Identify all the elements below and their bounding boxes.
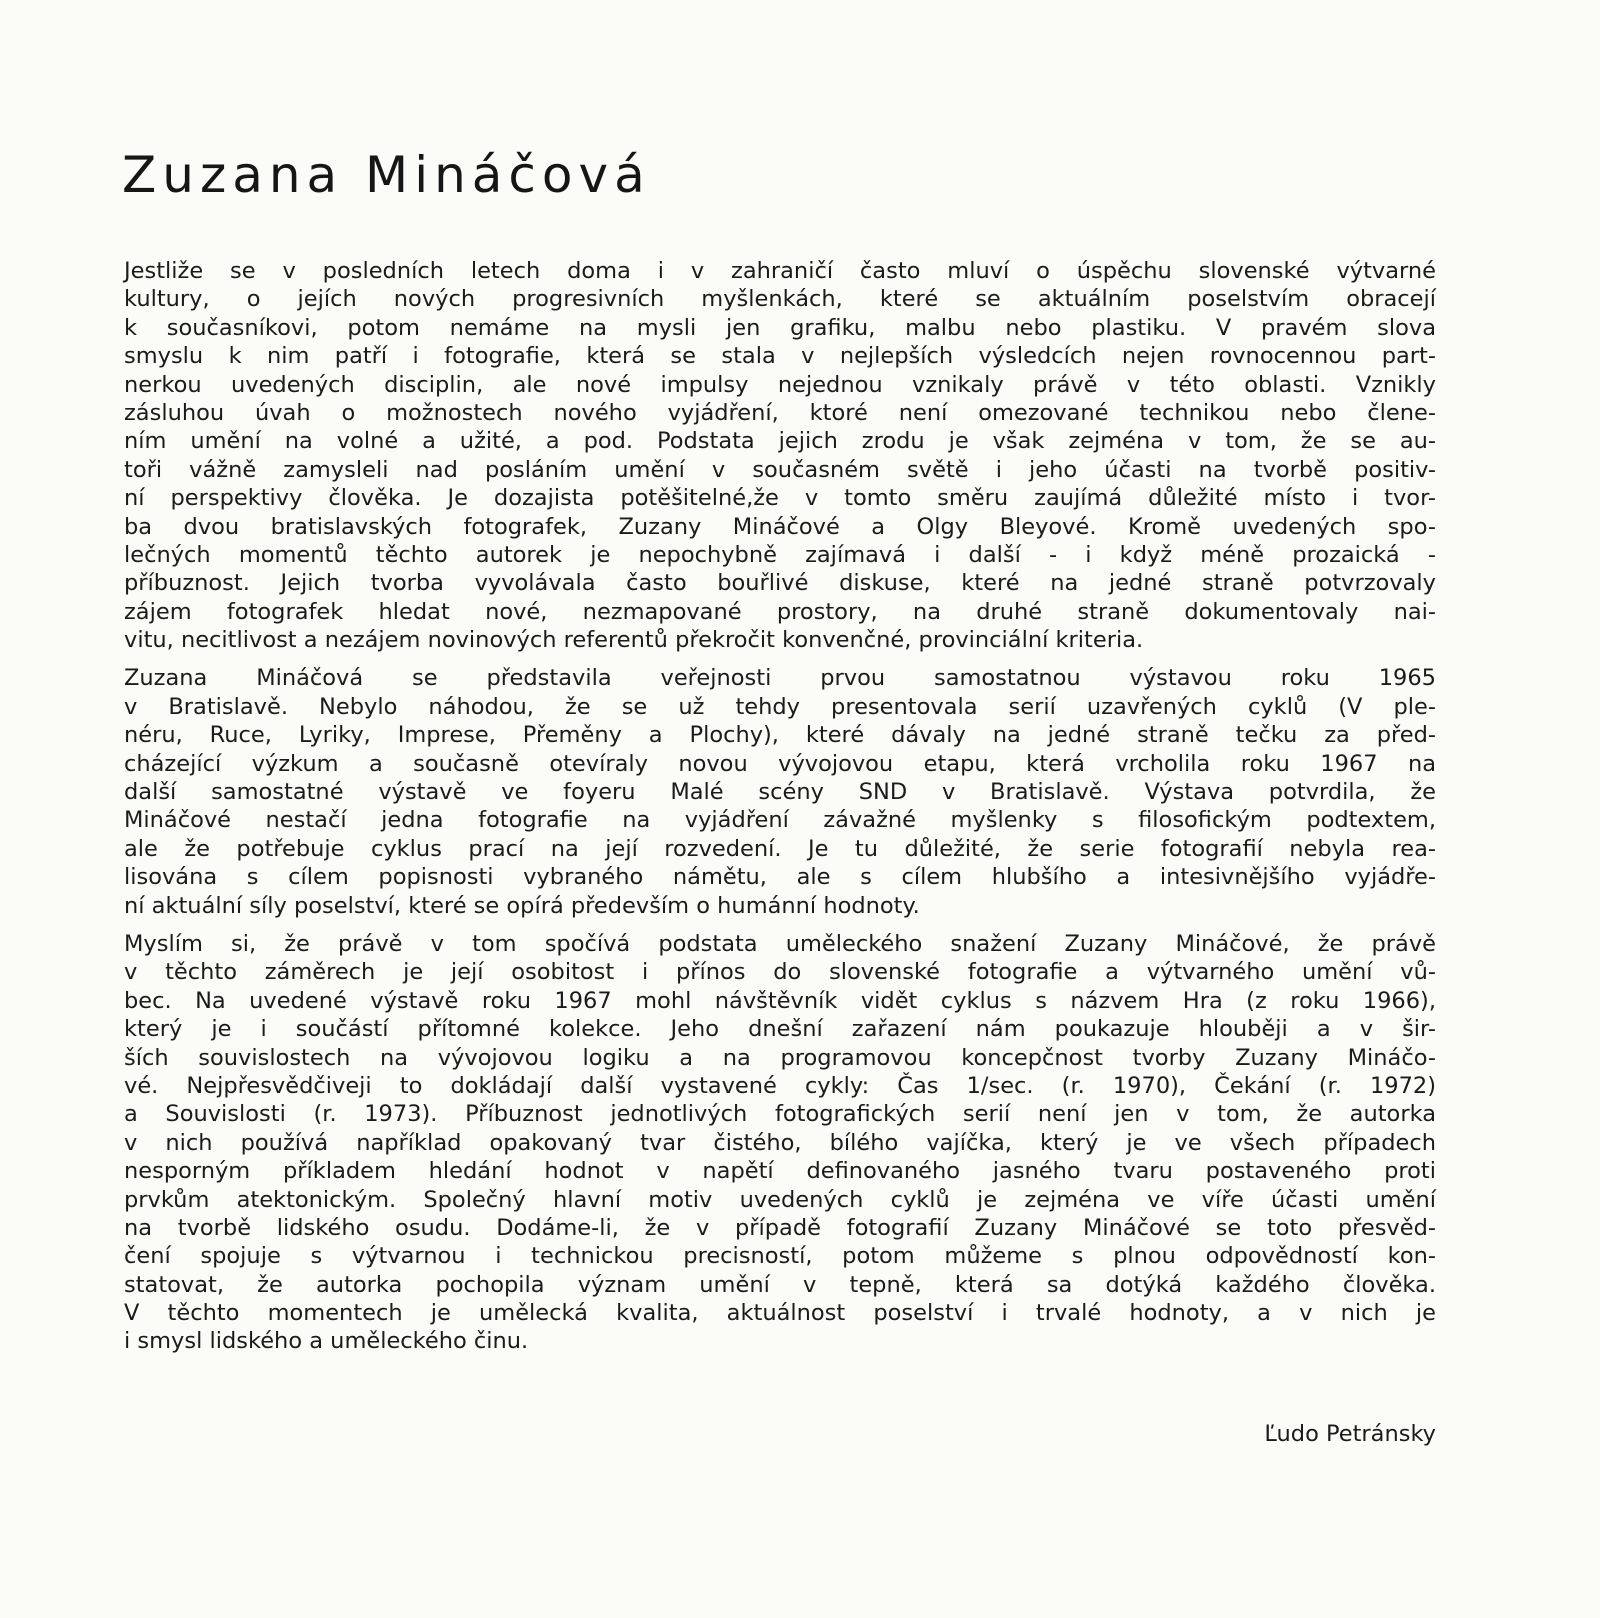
- text-line: prvkům atektonickým. Společný hlavní motiv uvedených cyklů je zejména ve víře účasti umění: [124, 1186, 1436, 1213]
- text-line: smyslu k nim patří i fotografie, která se stala v nejlepších výsledcích nejen rovnocennou part-: [124, 343, 1436, 370]
- text-line: cházející výzkum a současně otevíraly novou vývojovou etapu, která vrcholila roku 1967 na: [124, 750, 1436, 777]
- text-line: vé. Nejpřesvědčiveji to dokládají další vystavené cykly: Čas 1/sec. (r. 1970), Čekání (r. 1972): [124, 1072, 1436, 1099]
- text-line: i smysl lidského a uměleckého činu.: [124, 1328, 529, 1355]
- text-line: v Bratislavě. Nebylo náhodou, že se už tehdy presentovala serií uzavřených cyklů (V ple-: [124, 693, 1436, 720]
- text-line: Myslím si, že právě v tom spočívá podstata uměleckého snažení Zuzany Mináčové, že právě: [124, 930, 1436, 957]
- paragraph: [124, 930, 1436, 1356]
- text-line: kultury, o jejích nových progresivních myšlenkách, které se aktuálním poselstvím obracejí: [124, 286, 1436, 313]
- text-line: Zuzana Mináčová se představila veřejnosti prvou samostatnou výstavou roku 1965: [124, 665, 1436, 692]
- text-line: bec. Na uvedené výstavě roku 1967 mohl návštěvník vidět cyklus s názvem Hra (z roku 1966),: [124, 987, 1436, 1014]
- article-body: [124, 257, 1436, 1356]
- text-line: ale že potřebuje cyklus prací na její rozvedení. Je tu důležité, že serie fotografií nebyla rea-: [124, 835, 1436, 862]
- text-line: Mináčové nestačí jedna fotografie na vyjádření závažné myšlenky s filosofickým podtextem,: [124, 807, 1436, 834]
- text-line: čení spojuje s výtvarnou i technickou precisností, potom můžeme s plnou odpovědností kon-: [124, 1243, 1436, 1270]
- text-line: ním umění na volné a užité, a pod. Podstata jejich zrodu je však zejména v tom, že se au-: [124, 428, 1436, 455]
- text-line: a Souvislosti (r. 1973). Příbuznost jednotlivých fotografických serií není jen v tom, že autorka: [124, 1101, 1436, 1128]
- paragraph: [124, 664, 1436, 920]
- text-line: lisována s cílem popisnosti vybraného námětu, ale s cílem hlubšího a intesivnějšího vyjádře-: [124, 864, 1436, 891]
- text-line: nesporným příkladem hledání hodnot v napětí definovaného jasného tvaru postaveného proti: [124, 1158, 1436, 1185]
- text-line: toři vážně zamysleli nad posláním umění v současném světě i jeho účasti na tvorbě positiv-: [124, 456, 1436, 483]
- text-line: v nich používá například opakovaný tvar čistého, bílého vajíčka, který je ve všech případech: [124, 1129, 1436, 1156]
- text-line: zásluhou úvah o možnostech nového vyjádření, ktoré není omezované technikou nebo člene-: [124, 399, 1436, 426]
- text-line: statovat, že autorka pochopila význam umění v tepně, která sa dotýká každého člověka.: [124, 1271, 1436, 1298]
- text-line: nerkou uvedených disciplin, ale nové impulsy nejednou vznikaly právě v této oblasti. Vznikly: [124, 371, 1436, 398]
- text-line: ších souvislostech na vývojovou logiku a na programovou koncepčnost tvorby Zuzany Mináčo-: [124, 1044, 1436, 1071]
- text-line: ba dvou bratislavských fotografek, Zuzany Mináčové a Olgy Bleyové. Kromě uvedených spo-: [124, 513, 1436, 540]
- text-line: v těchto záměrech je její osobitost i přínos do slovenské fotografie a výtvarného umění vů-: [124, 959, 1436, 986]
- text-line: k současníkovi, potom nemáme na mysli jen grafiku, malbu nebo plastiku. V pravém slova: [124, 314, 1436, 341]
- text-line: který je i součástí přítomné kolekce. Jeho dnešní zařazení nám poukazuje hlouběji a v šir-: [124, 1016, 1436, 1043]
- text-line: další samostatné výstavě ve foyeru Malé scény SND v Bratislavě. Výstava potvrdila, že: [124, 779, 1436, 806]
- page-title: Zuzana Mináčová: [122, 146, 651, 204]
- text-line: zájem fotografek hledat nové, nezmapované prostory, na druhé straně dokumentovaly nai-: [124, 598, 1436, 625]
- text-line: vitu, necitlivost a nezájem novinových referentů překročit konvenčné, provinciální kriteria.: [124, 627, 1144, 654]
- text-line: V těchto momentech je umělecká kvalita, aktuálnost poselství i trvalé hodnoty, a v nich je: [124, 1300, 1436, 1327]
- text-line: lečných momentů těchto autorek je nepochybně zajímavá i další - i když méně prozaická -: [124, 541, 1436, 568]
- text-line: na tvorbě lidského osudu. Dodáme-li, že v případě fotografií Zuzany Mináčové se toto přesvěd-: [124, 1214, 1436, 1241]
- paragraph: [124, 257, 1436, 654]
- text-line: Jestliže se v posledních letech doma i v zahraničí často mluví o úspěchu slovenské výtvarné: [124, 258, 1436, 284]
- text-line: néru, Ruce, Lyriky, Imprese, Přeměny a Plochy), které dávaly na jedné straně tečku za před-: [124, 722, 1436, 749]
- text-line: příbuznost. Jejich tvorba vyvolávala často bouřlivé diskuse, které na jedné straně potvrzovaly: [124, 570, 1436, 597]
- text-line: ní aktuální síly poselství, které se opírá především o humánní hodnoty.: [124, 892, 920, 919]
- author-signature: Ľudo Petránsky: [1264, 1421, 1436, 1447]
- text-line: ní perspektivy člověka. Je dozajista potěšitelné,že v tomto směru zaujímá důležité místo i tvor-: [124, 485, 1436, 512]
